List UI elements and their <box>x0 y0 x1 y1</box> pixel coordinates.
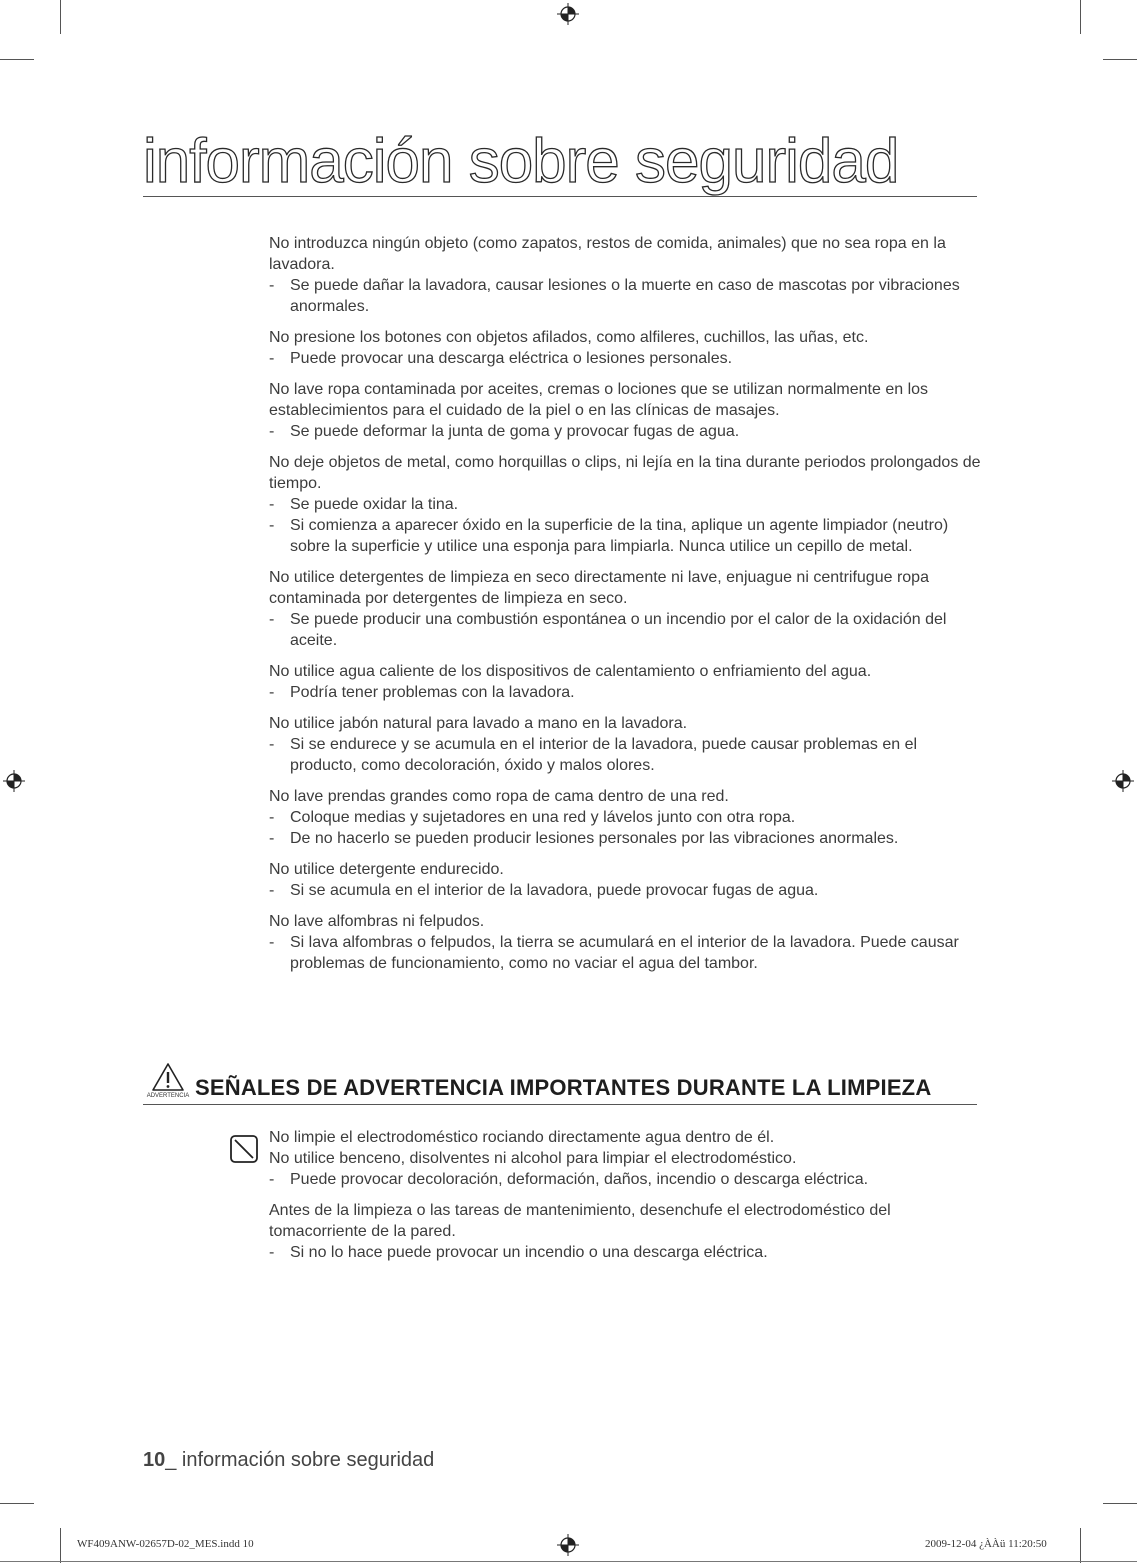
registration-mark-icon <box>1112 770 1134 792</box>
crop-mark <box>1080 0 1081 34</box>
slug-rule <box>0 1561 1137 1562</box>
safety-item-text: No utilice agua caliente de los dispositivos de calentamiento o enfriamiento del agua. <box>269 663 872 680</box>
footer-separator: _ <box>165 1449 177 1471</box>
safety-item-text: No presione los botones con objetos afilados, como alfileres, cuchillos, las uñas, etc. <box>269 329 869 346</box>
safety-item-bullet: - Se puede deformar la junta de goma y provocar fugas de agua. <box>269 421 981 442</box>
slug-timestamp: 2009-12-04 ¿ÀÀü 11:20:50 <box>925 1538 1047 1550</box>
cleaning-warning-bullet: - Puede provocar decoloración, deformación, daños, incendio o descarga eléctrica. <box>269 1169 981 1190</box>
safety-item-bullet: - Si comienza a aparecer óxido en la superficie de la tina, aplique un agente limpiador (neutro) sobre la superficie y utilice una esponja para limpiarla. Nunca utilice un cepillo de metal. <box>269 515 981 557</box>
safety-item <box>269 567 981 651</box>
safety-item-bullet: - Puede provocar una descarga eléctrica o lesiones personales. <box>269 348 981 369</box>
prohibited-icon <box>229 1134 259 1164</box>
warning-icon-label: ADVERTENCIA <box>146 1093 190 1099</box>
safety-list <box>269 233 981 984</box>
section-title: SEÑALES DE ADVERTENCIA IMPORTANTES DURANTE LA LIMPIEZA <box>195 1075 932 1100</box>
safety-item-bullet: - De no hacerlo se pueden producir lesiones personales por las vibraciones anormales. <box>269 828 981 849</box>
safety-item-text: No introduzca ningún objeto (como zapatos, restos de comida, animales) que no sea ropa en la lavadora. <box>269 235 946 273</box>
safety-item-text: No utilice detergente endurecido. <box>269 861 504 878</box>
registration-mark-icon <box>557 1534 579 1556</box>
page-footer <box>143 1449 434 1472</box>
cleaning-warning-text: Antes de la limpieza o las tareas de mantenimiento, desenchufe el electrodoméstico del tomacorriente de la pared. <box>269 1202 891 1240</box>
crop-mark <box>1103 59 1137 60</box>
cleaning-warnings-list <box>269 1127 981 1273</box>
section-header <box>143 1058 977 1105</box>
safety-item-bullet: - Podría tener problemas con la lavadora. <box>269 682 981 703</box>
crop-mark <box>60 1528 61 1563</box>
cleaning-warning-item <box>269 1127 981 1190</box>
safety-item-text: No lave ropa contaminada por aceites, cremas o lociones que se utilizan normalmente en los establecimientos para el cuidado de la piel o en las clínicas de masajes. <box>269 381 929 419</box>
safety-item-text: No lave prendas grandes como ropa de cama dentro de una red. <box>269 788 729 805</box>
registration-mark-icon <box>3 770 25 792</box>
footer-title: información sobre seguridad <box>176 1449 435 1471</box>
crop-mark <box>60 0 61 34</box>
crop-mark <box>0 59 34 60</box>
safety-item <box>269 911 981 974</box>
safety-item-text: No utilice detergentes de limpieza en seco directamente ni lave, enjuague ni centrifugue ropa contaminada por detergentes de limpieza en seco. <box>269 569 929 607</box>
safety-item <box>269 327 981 369</box>
safety-item-bullet: - Se puede dañar la lavadora, causar lesiones o la muerte en caso de mascotas por vibraciones anormales. <box>269 275 981 317</box>
cleaning-warning-bullet: - Si no lo hace puede provocar un incendio o una descarga eléctrica. <box>269 1242 981 1263</box>
safety-item-bullet: - Si se endurece y se acumula en el interior de la lavadora, puede causar problemas en el producto, como decoloración, óxido y malos olores. <box>269 734 981 776</box>
safety-item <box>269 859 981 901</box>
title-rule <box>143 196 977 197</box>
safety-item <box>269 713 981 776</box>
safety-item-text: No utilice jabón natural para lavado a mano en la lavadora. <box>269 715 688 732</box>
cleaning-warning-text: No utilice benceno, disolventes ni alcohol para limpiar el electrodoméstico. <box>269 1150 797 1167</box>
safety-item-text: No deje objetos de metal, como horquillas o clips, ni lejía en la tina durante periodos prolongados de tiempo. <box>269 454 981 492</box>
safety-item <box>269 786 981 849</box>
cleaning-warning-text: No limpie el electrodoméstico rociando directamente agua dentro de él. <box>269 1129 775 1146</box>
safety-item <box>269 379 981 442</box>
safety-item <box>269 661 981 703</box>
crop-mark <box>1103 1503 1137 1504</box>
slug-filename: WF409ANW-02657D-02_MES.indd 10 <box>77 1538 254 1550</box>
crop-mark <box>1080 1528 1081 1563</box>
safety-item-bullet: - Se puede producir una combustión espontánea o un incendio por el calor de la oxidación del aceite. <box>269 609 981 651</box>
safety-item-bullet: - Se puede oxidar la tina. <box>269 494 981 515</box>
safety-item-bullet: - Si se acumula en el interior de la lavadora, puede provocar fugas de agua. <box>269 880 981 901</box>
cleaning-warning-item <box>269 1200 981 1263</box>
page-number: 10 <box>143 1449 166 1471</box>
safety-item-bullet: - Si lava alfombras o felpudos, la tierra se acumulará en el interior de la lavadora. Puede causar problemas de funcionamiento, como no vaciar el agua del tambor. <box>269 932 981 974</box>
page-title: información sobre seguridad <box>143 127 899 196</box>
crop-mark <box>0 1503 34 1504</box>
registration-mark-icon <box>557 3 579 25</box>
safety-item <box>269 233 981 317</box>
safety-item-text: No lave alfombras ni felpudos. <box>269 913 485 930</box>
safety-item-bullet: - Coloque medias y sujetadores en una red y lávelos junto con otra ropa. <box>269 807 981 828</box>
safety-item <box>269 452 981 557</box>
